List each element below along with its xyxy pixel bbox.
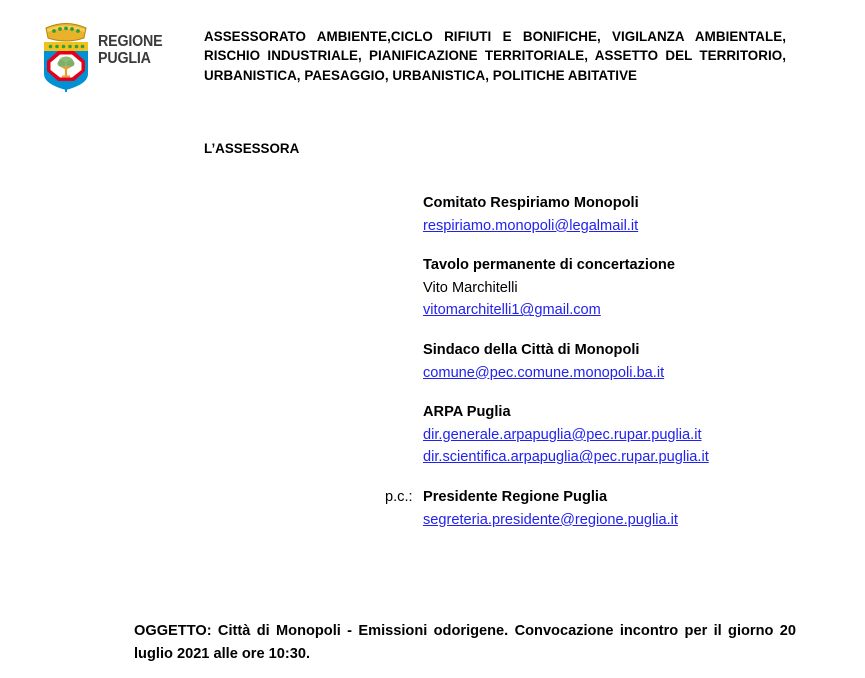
recipient-name: Tavolo permanente di concertazione [423,257,675,274]
recipient-name: Presidente Regione Puglia [423,488,608,505]
recipient-group [385,401,805,469]
recipient-group [385,192,805,237]
recipients-block [385,192,805,531]
recipient-contact-person: Vito Marchitelli [423,279,518,296]
wordmark-line-regione: REGIONE [98,33,163,50]
recipient-name: ARPA Puglia [423,404,511,421]
recipient-email-link[interactable]: dir.generale.arpapuglia@pec.rupar.puglia.it [423,426,702,443]
recipient-name: Sindaco della Città di Monopoli [423,341,640,358]
recipient-group [385,254,805,322]
regione-puglia-coat-of-arms-icon [38,16,94,92]
regione-puglia-logo [30,14,195,94]
subject-line [134,620,796,666]
recipient-email-link[interactable]: segreteria.presidente@regione.puglia.it [423,511,678,528]
recipient-email-link[interactable]: vitomarchitelli1@gmail.com [423,302,601,319]
recipient-email-link[interactable]: respiriamo.monopoli@legalmail.it [423,217,639,234]
role-title: L’ASSESSORA [204,141,300,156]
recipient-email-link[interactable]: comune@pec.comune.monopoli.ba.it [423,364,665,381]
recipient-email-link[interactable]: dir.scientifica.arpapuglia@pec.rupar.puglia.it [423,449,709,466]
wordmark-line-puglia: PUGLIA [98,49,151,67]
regione-puglia-wordmark [98,34,162,67]
subject-label: OGGETTO: [134,623,212,639]
department-heading: ASSESSORATO AMBIENTE,CICLO RIFIUTI E BONIFICHE, VIGILANZA AMBIENTALE, RISCHIO INDUSTRIALE, PIANIFICAZIONE TERRITORIALE, ASSETTO DEL TERRITORIO, URBANISTICA, PAESAGGIO, URBANISTICA, POLITICHE ABITATIVE [204,29,786,83]
subject-text: Città di Monopoli - Emissioni odorigene. Convocazione incontro per il giorno 20 luglio 2021 alle ore 10:30. [134,623,796,662]
recipient-group [385,339,805,384]
recipient-group [385,486,805,531]
recipient-name: Comitato Respiriamo Monopoli [423,195,639,211]
recipient-copy-prefix: p.c.: [385,488,413,505]
